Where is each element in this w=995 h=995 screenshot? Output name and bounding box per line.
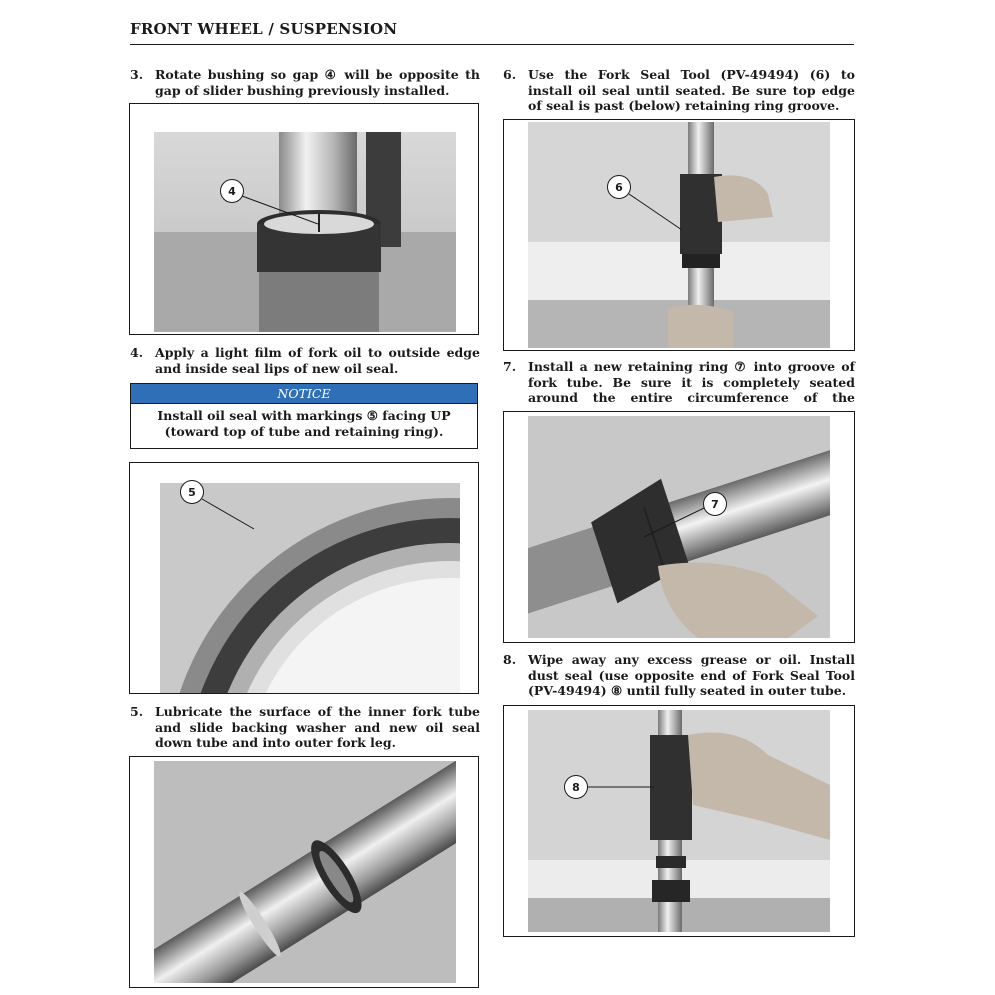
leader-line-4 bbox=[130, 104, 478, 334]
step-number: 8. bbox=[503, 652, 517, 667]
step-number: 7. bbox=[503, 359, 517, 374]
figure-step-8 bbox=[503, 705, 855, 937]
step-number: 6. bbox=[503, 67, 517, 82]
figure-step-5 bbox=[129, 756, 479, 988]
callout-6: 6 bbox=[607, 175, 631, 199]
leader-line-8 bbox=[504, 706, 854, 936]
photo-fork-tube-seal bbox=[154, 761, 456, 983]
step-text: Rotate bushing so gap ④ will be opposite th gap of slider bushing previously installed. bbox=[155, 67, 480, 98]
step-number: 5. bbox=[130, 704, 144, 719]
step-8 bbox=[503, 652, 855, 700]
leader-line-7 bbox=[504, 412, 854, 642]
figure-step-6 bbox=[503, 119, 855, 351]
callout-5: 5 bbox=[180, 480, 204, 504]
step-6 bbox=[503, 67, 855, 115]
notice-body: Install oil seal with markings ⑤ facing UP (toward top of tube and retaining ring). bbox=[157, 408, 451, 439]
page-header: FRONT WHEEL / SUSPENSION bbox=[130, 20, 398, 38]
callout-4: 4 bbox=[220, 179, 244, 203]
figure-step-7 bbox=[503, 411, 855, 643]
step-number: 4. bbox=[130, 345, 144, 360]
step-4 bbox=[130, 345, 480, 377]
step-3 bbox=[130, 67, 480, 99]
step-text: Install a new retaining ring ⑦ into groove of fork tube. Be sure it is completely seated around the entire circumference of the bbox=[528, 359, 855, 405]
step-text: Apply a light film of fork oil to outside edge and inside seal lips of new oil seal. bbox=[155, 345, 480, 376]
figure-step-3 bbox=[129, 103, 479, 335]
leader-line-6 bbox=[504, 120, 854, 350]
step-number: 3. bbox=[130, 67, 144, 82]
step-7 bbox=[503, 359, 855, 407]
figure-oil-seal bbox=[129, 462, 479, 694]
notice-title: NOTICE bbox=[131, 384, 477, 404]
callout-8: 8 bbox=[564, 775, 588, 799]
callout-7: 7 bbox=[703, 492, 727, 516]
step-text: Lubricate the surface of the inner fork tube and slide backing washer and new oil seal down tube and into outer fork leg. bbox=[155, 704, 480, 750]
step-text: Use the Fork Seal Tool (PV-49494) (6) to install oil seal until seated. Be sure top edge of seal is past (below) retaining ring groove. bbox=[528, 67, 855, 113]
step-5 bbox=[130, 704, 480, 752]
header-divider bbox=[130, 44, 854, 45]
notice-box bbox=[130, 383, 478, 449]
step-text: Wipe away any excess grease or oil. Install dust seal (use opposite end of Fork Seal Tool (PV-49494) ⑧ until fully seated in outer tube. bbox=[528, 652, 855, 698]
